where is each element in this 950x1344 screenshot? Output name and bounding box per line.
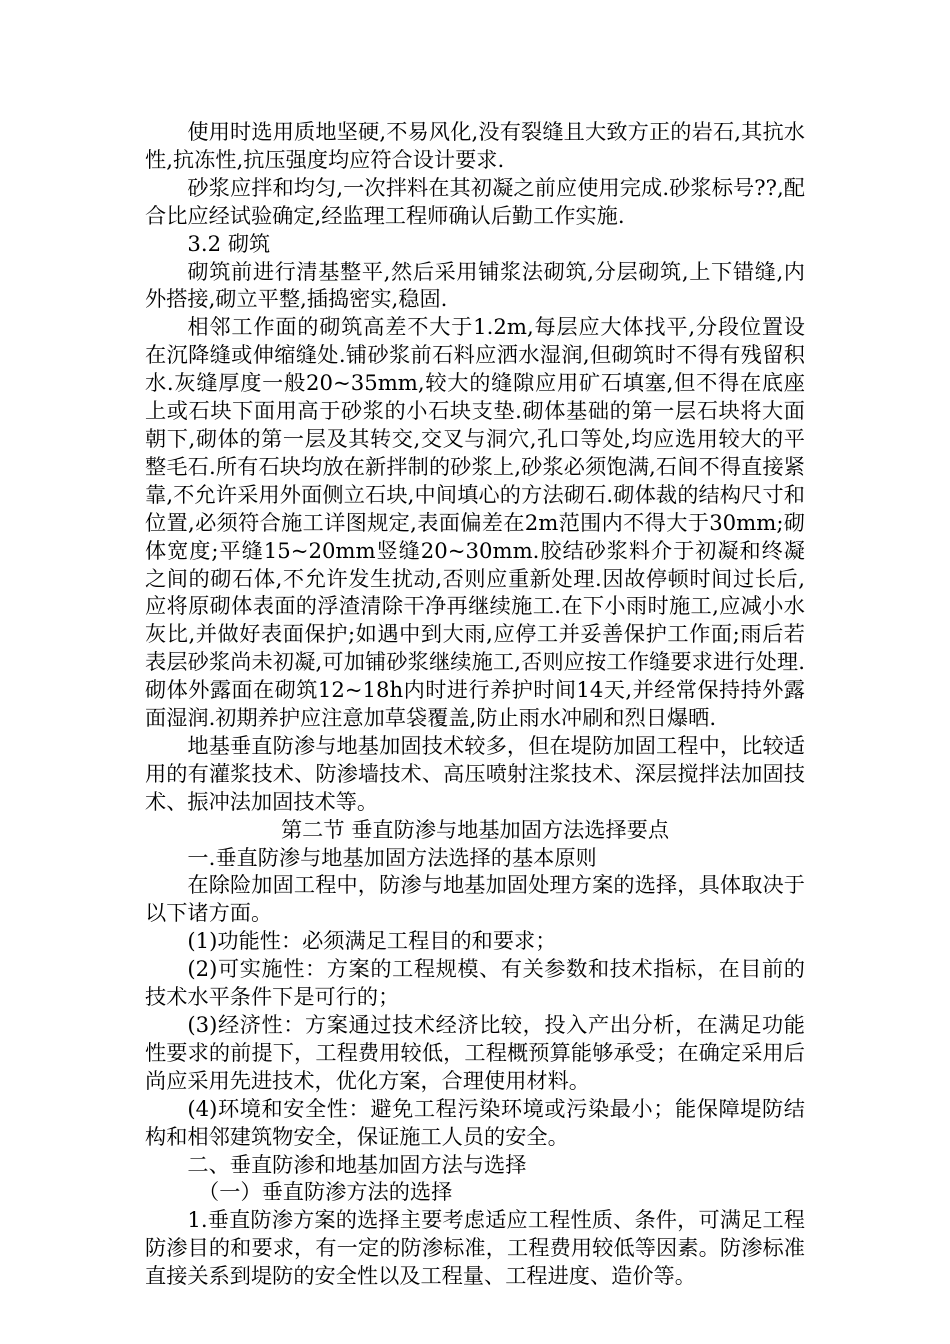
list-item-functionality: (1)功能性：必须满足工程目的和要求；	[187, 928, 557, 954]
list-item-economy: (3)经济性：方案通过技术经济比较，投入产出分析，在满足功能性要求的前提下，工程费用较低，工程概预算能够承受；在确定采用后尚应采用先进技术，优化方案，合理使用材料。	[145, 1012, 805, 1093]
list-item-feasibility: (2)可实施性：方案的工程规模、有关参数和技术指标，在目前的技术水平条件下是可行的；	[145, 956, 805, 1010]
list-item-environment-safety: (4)环境和安全性：避免工程污染环境或污染最小；能保障堤防结构和相邻建筑物安全，保证施工人员的安全。	[145, 1095, 805, 1149]
heading-masonry: 3.2 砌筑	[187, 230, 271, 256]
paragraph-masonry-requirements: 相邻工作面的砌筑高差不大于1.2m,每层应大体找平,分段位置设在沉降缝或伸缩缝处.铺砂浆前石料应洒水湿润,但砌筑时不得有残留积水.灰缝厚度一般20~35mm,较大的缝隙应用矿石填塞,但不得在底座上或石块下面用高于砂浆的小石块支垫.砌体基础的第一层石块将大面朝下,砌体的第一层及其转交,交叉与洞穴,孔口等处,均应选用较大的平整毛石.所有石块均放在新拌制的砂浆上,砂浆必须饱满,石间不得直接紧靠,不允许采用外面侧立石块,中间填心的方法砌石.砌体裁的结构尺寸和位置,必须符合施工详图规定,表面偏差在2m范围内不得大于30mm;砌体宽度;平缝15~20mm竖缝20~30mm.胶结砂浆料介于初凝和终凝之间的砌石体,不允许发生扰动,否则应重新处理.因故停顿时间过长后,应将原砌体表面的浮渣清除干净再继续施工.在下小雨时施工,应减小水灰比,并做好表面保护;如遇中到大雨,应停工并妥善保护工作面;雨后若表层砂浆尚未初凝,可加铺砂浆继续施工,否则应按工作缝要求进行处理.砌体外露面在砌筑12~18h内时进行养护时间14天,并经常保持持外露面湿润.初期养护应注意加草袋覆盖,防止雨水冲刷和烈日爆晒.	[145, 314, 805, 731]
subheading-principles: 一.垂直防渗与地基加固方法选择的基本原则	[187, 844, 597, 870]
subheading-seepage-method-selection: （一）垂直防渗方法的选择	[198, 1179, 453, 1205]
subheading-methods: 二、垂直防渗和地基加固方法与选择	[187, 1151, 527, 1177]
paragraph-selection-intro: 在除险加固工程中，防渗与地基加固处理方案的选择，具体取决于以下诸方面。	[145, 872, 805, 926]
paragraph-stone-selection: 使用时选用质地坚硬,不易风化,没有裂缝且大致方正的岩石,其抗水性,抗冻性,抗压强度均应符合设计要求.	[145, 119, 805, 172]
section-heading: 第二节 垂直防渗与地基加固方法选择要点	[280, 816, 670, 842]
document-page	[145, 118, 805, 1290]
paragraph-mortar-mixing: 砂浆应拌和均匀,一次拌料在其初凝之前应使用完成.砂浆标号??,配合比应经试验确定,经监理工程师确认后勤工作实施.	[145, 174, 805, 228]
paragraph-seepage-scheme: 1.垂直防渗方案的选择主要考虑适应工程性质、条件，可满足工程防渗目的和要求，有一定的防渗标准，工程费用较低等因素。防渗标准直接关系到堤防的安全性以及工程量、工程进度、造价等。	[145, 1207, 805, 1289]
paragraph-seepage-techniques: 地基垂直防渗与地基加固技术较多，但在堤防加固工程中，比较适用的有灌浆技术、防渗墙技术、高压喷射注浆技术、深层搅拌法加固技术、振冲法加固技术等。	[145, 732, 805, 814]
paragraph-masonry-method: 砌筑前进行清基整平,然后采用铺浆法砌筑,分层砌筑,上下错缝,内外搭接,砌立平整,插捣密实,稳固.	[145, 258, 805, 312]
